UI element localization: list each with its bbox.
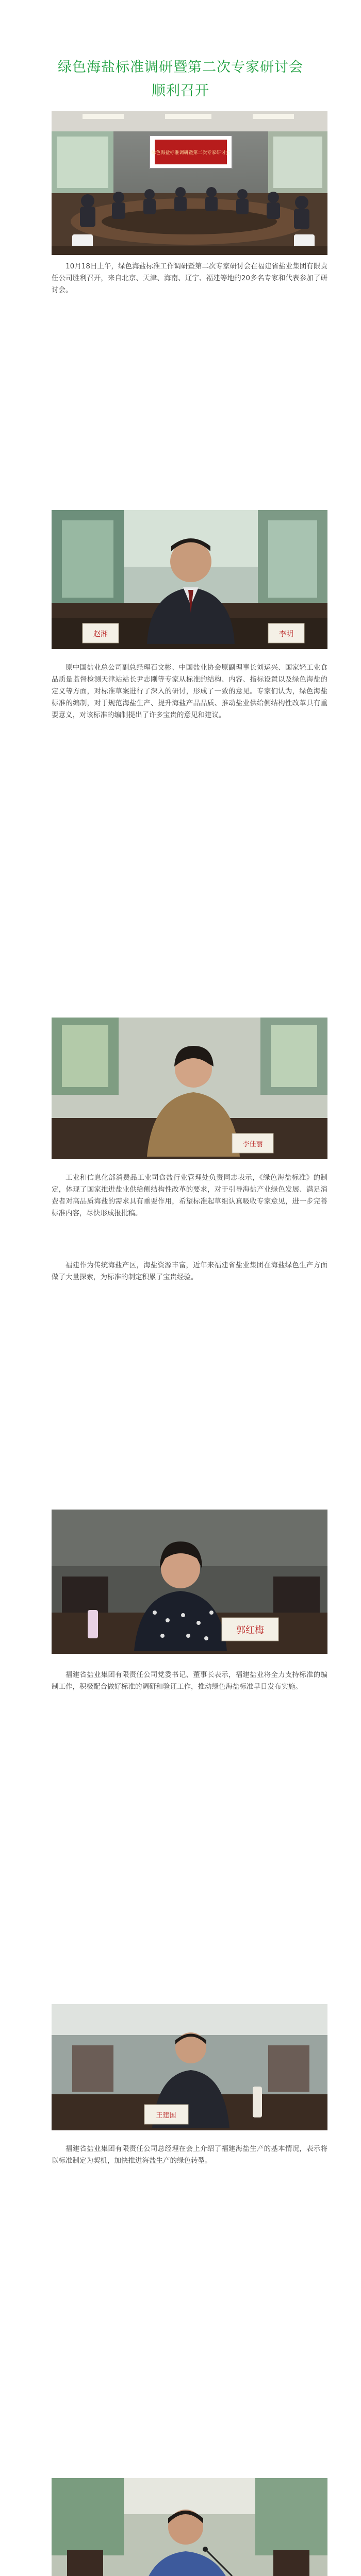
paragraph-3: 工业和信息化部消费品工业司食盐行业管理处负责同志表示，《绿色海盐标准》的制定，体现了国家推进盐业供给侧结构性改革的要求，对于引导海盐产业绿色发展、满足消费者对高品质海盐的需求具有重要作用，希望标准起草组认真吸收专家意见，进一步完善标准内容，尽快形成报批稿。 [52,1174,327,1217]
speaker-photo-3 [52,1510,327,1654]
name-card-5: 王建国 [156,2112,176,2120]
speaker-photo-1 [52,510,327,649]
paragraph-2: 原中国盐业总公司副总经理石文彬、中国盐业协会原副理事长刘运兴、国家轻工业食品质量监督检测天津站站长尹志刚等专家从标准的结构、内容、指标设置以及绿色海盐的定义等方面，对标准草案进行了深入的研讨，形成了一致的意见。专家们认为，绿色海盐标准的编制，对于规范海盐生产、提升海盐产品品质、推动盐业供给侧结构性改革具有重要意义，对该标准的编制提出了许多宝贵的意见和建议。 [52,664,327,719]
paragraph-4: 福建作为传统海盐产区，海盐资源丰富，近年来福建省盐业集团在海盐绿色生产方面做了大量探索，为标准的制定积累了宝贵经验。 [52,1261,327,1281]
speaker-photo-5 [52,2478,327,2576]
name-card-1: 赵湘 [93,630,108,638]
article-title [0,56,361,103]
speaker-photo-2 [52,1018,327,1159]
name-card-3: 李佳丽 [242,1141,263,1148]
paragraph-1: 10月18日上午，绿色海盐标准工作调研暨第二次专家研讨会在福建省盐业集团有限责任公司胜利召开，来自北京、天津、海南、辽宁、福建等地的20多名专家和代表参加了研讨会。 [52,262,327,294]
name-card-2: 李明 [279,630,293,638]
paragraph-5: 福建省盐业集团有限责任公司党委书记、董事长表示，福建盐业将全力支持标准的编制工作，积极配合做好标准的调研和验证工作，推动绿色海盐标准早日发布实施。 [52,1671,327,1691]
article-title-line-1: 绿色海盐标准调研暨第二次专家研讨会 [58,59,303,75]
name-card-4: 郭红梅 [236,1625,264,1636]
article-title-line-2: 顺利召开 [152,83,209,99]
banner-text: 绿色海盐标准调研暨第二次专家研讨会 [151,150,231,156]
speaker-photo-4 [52,2004,327,2130]
meeting-room-photo [52,111,327,255]
paragraph-6: 福建省盐业集团有限责任公司总经理在会上介绍了福建海盐生产的基本情况，表示将以标准制定为契机，加快推进海盐生产的绿色转型。 [52,2145,327,2165]
